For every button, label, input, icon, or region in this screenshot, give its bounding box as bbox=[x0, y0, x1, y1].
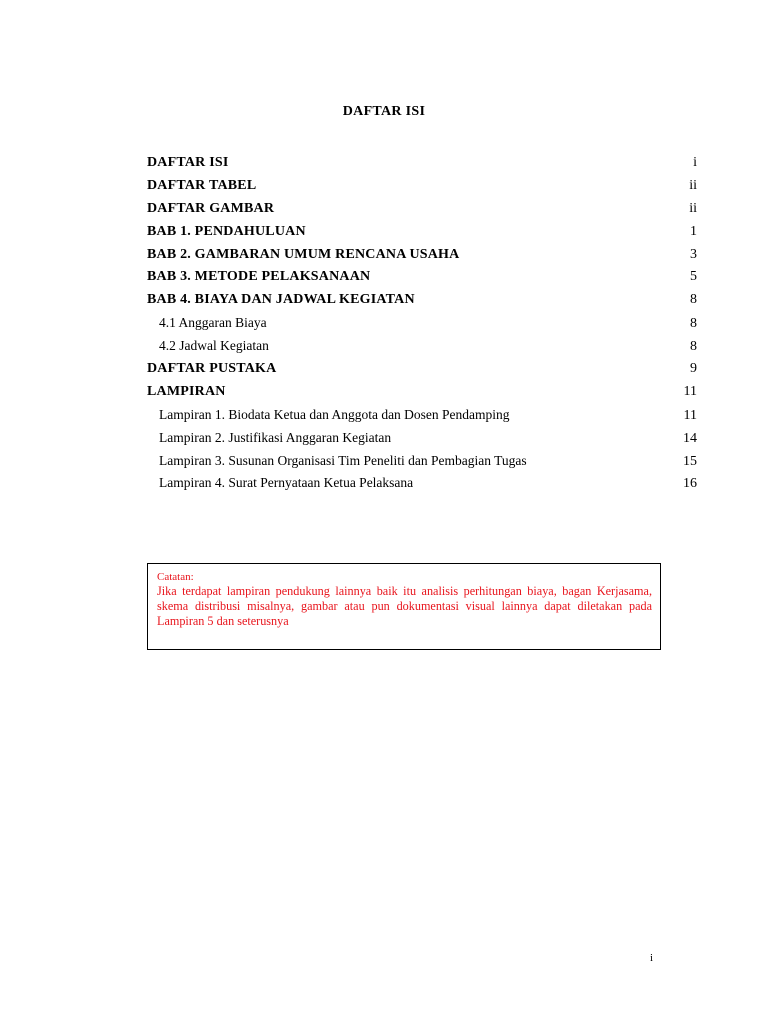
toc-entry bbox=[147, 244, 697, 267]
toc-entry-page: 1 bbox=[690, 223, 697, 239]
page-number: i bbox=[650, 952, 654, 964]
toc-entry bbox=[147, 404, 697, 427]
toc-entry-page: 15 bbox=[683, 453, 697, 469]
note-text: Jika terdapat lampiran pendukung lainnya baik itu analisis perhitungan biaya, bagan Kerjasama, skema distribusi misalnya, gambar atau pun dokumentasi visual lainnya dapat diletakan pada Lampiran 5 dan seterusnya bbox=[157, 584, 652, 628]
toc-entry bbox=[147, 335, 697, 358]
toc-entry bbox=[147, 175, 697, 198]
toc-entry-page: 8 bbox=[690, 292, 697, 308]
table-of-contents bbox=[147, 152, 697, 495]
toc-entry-label: Lampiran 4. Surat Pernyataan Ketua Pelaksana bbox=[159, 475, 414, 491]
toc-entry bbox=[147, 381, 697, 404]
toc-entry-label: DAFTAR GAMBAR bbox=[147, 200, 275, 216]
toc-entry-page: 9 bbox=[690, 361, 697, 377]
toc-entry bbox=[147, 427, 697, 450]
toc-entry-page: 5 bbox=[690, 269, 697, 285]
toc-entry bbox=[147, 312, 697, 335]
toc-entry-label: Lampiran 2. Justifikasi Anggaran Kegiatan bbox=[159, 429, 392, 445]
toc-entry bbox=[147, 266, 697, 289]
toc-entry-label: 4.1 Anggaran Biaya bbox=[159, 315, 267, 331]
toc-entry-page: 8 bbox=[690, 316, 697, 332]
toc-entry-label: DAFTAR TABEL bbox=[147, 177, 257, 193]
toc-entry-page: 3 bbox=[690, 246, 697, 262]
note-box bbox=[147, 563, 661, 650]
toc-entry-label: BAB 1. PENDAHULUAN bbox=[147, 223, 306, 239]
toc-entry-label: Lampiran 1. Biodata Ketua dan Anggota dan Dosen Pendamping bbox=[159, 406, 510, 422]
toc-entry-page: ii bbox=[689, 177, 697, 193]
toc-entry-label: Lampiran 3. Susunan Organisasi Tim Peneliti dan Pembagian Tugas bbox=[159, 452, 527, 468]
toc-entry bbox=[147, 221, 697, 244]
toc-entry bbox=[147, 450, 697, 473]
toc-entry-page: ii bbox=[689, 200, 697, 216]
toc-entry-page: 8 bbox=[690, 339, 697, 355]
toc-entry bbox=[147, 289, 697, 312]
note-label: Catatan: bbox=[157, 571, 194, 583]
toc-entry-label: 4.2 Jadwal Kegiatan bbox=[159, 338, 269, 354]
page-title: DAFTAR ISI bbox=[342, 104, 426, 119]
toc-entry-page: 11 bbox=[683, 407, 697, 423]
toc-entry-label: BAB 2. GAMBARAN UMUM RENCANA USAHA bbox=[147, 246, 460, 262]
toc-entry bbox=[147, 198, 697, 221]
toc-entry bbox=[147, 358, 697, 381]
toc-entry-label: DAFTAR ISI bbox=[147, 155, 229, 170]
toc-entry-label: LAMPIRAN bbox=[147, 383, 226, 399]
toc-entry-page: 14 bbox=[683, 430, 697, 446]
toc-entry-page: 11 bbox=[683, 383, 697, 399]
toc-entry-page: i bbox=[693, 155, 697, 170]
toc-entry bbox=[147, 472, 697, 495]
toc-entry bbox=[147, 152, 697, 175]
toc-entry-page: 16 bbox=[683, 476, 697, 492]
toc-entry-label: BAB 4. BIAYA DAN JADWAL KEGIATAN bbox=[147, 292, 415, 308]
toc-entry-label: BAB 3. METODE PELAKSANAAN bbox=[147, 269, 371, 285]
toc-entry-label: DAFTAR PUSTAKA bbox=[147, 361, 277, 377]
